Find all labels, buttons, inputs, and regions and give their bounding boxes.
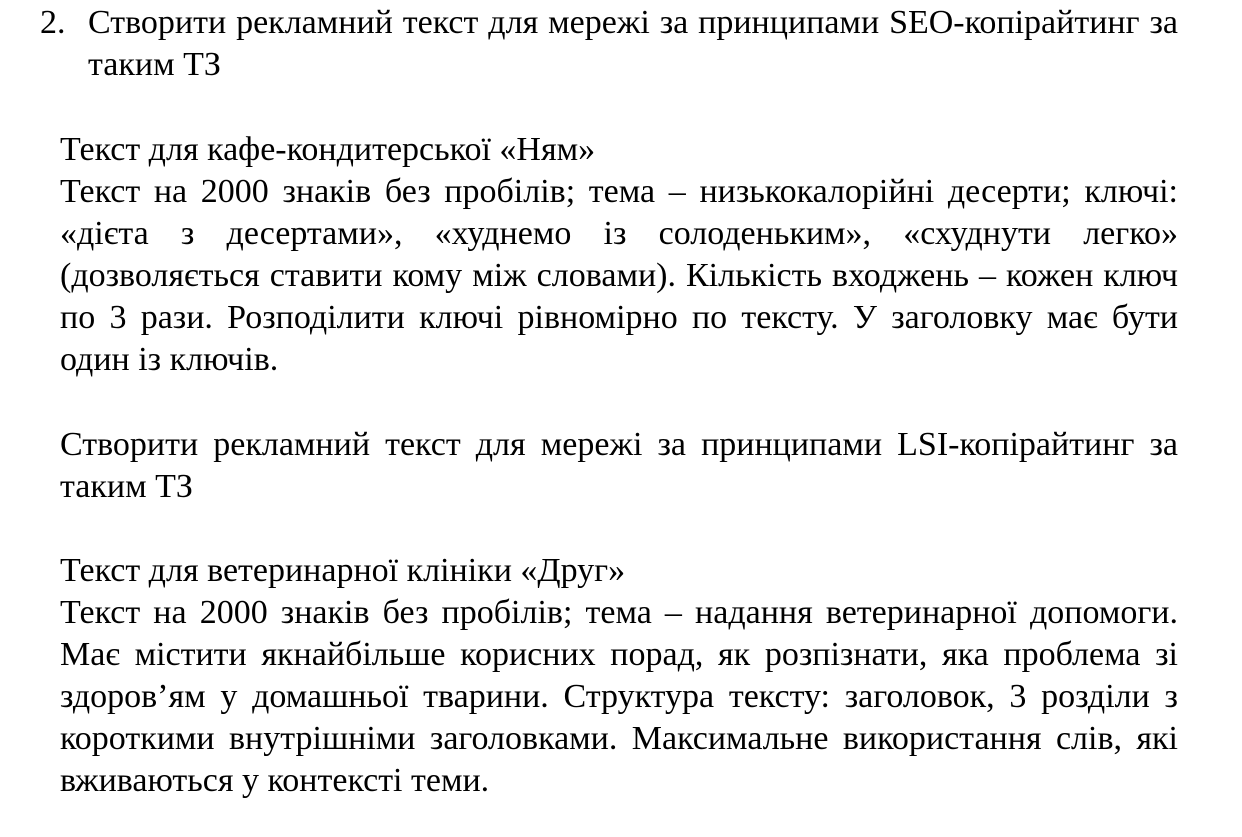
lsi-brief-section (60, 550, 1178, 802)
task-list-item (40, 2, 1178, 86)
seo-task-text: Створити рекламний текст для мережі за принципами SEO-копірайтинг за таким ТЗ (88, 4, 1178, 83)
lsi-brief-title: Текст для ветеринарної клініки «Друг» (60, 552, 626, 589)
seo-brief-section (60, 129, 1178, 381)
seo-brief-body: Текст на 2000 знаків без пробілів; тема – низькокалорійні десерти; ключі: «дієта з десертами», «худнемо із солоденьким», «схуднути легко» (дозволяється ставити кому між словами). Кількість входжень – кожен ключ по 3 рази. Розподілити ключі рівномірно по тексту. У заголовку має бути один із ключів. (60, 173, 1178, 378)
lsi-task-text: Створити рекламний текст для мережі за принципами LSI-копірайтинг за таким ТЗ (60, 426, 1178, 505)
lsi-brief-body: Текст на 2000 знаків без пробілів; тема – надання ветеринарної допомоги. Має містити якнайбільше корисних порад, як розпізнати, яка проблема зі здоров’ям у домашньої тварини. Структура тексту: заголовок, 3 розділи з короткими внутрішніми заголовками. Максимальне використання слів, які вживаються у контексті теми. (60, 594, 1178, 799)
list-number: 2. (40, 4, 66, 41)
seo-brief-title: Текст для кафе-кондитерської «Ням» (60, 131, 596, 168)
